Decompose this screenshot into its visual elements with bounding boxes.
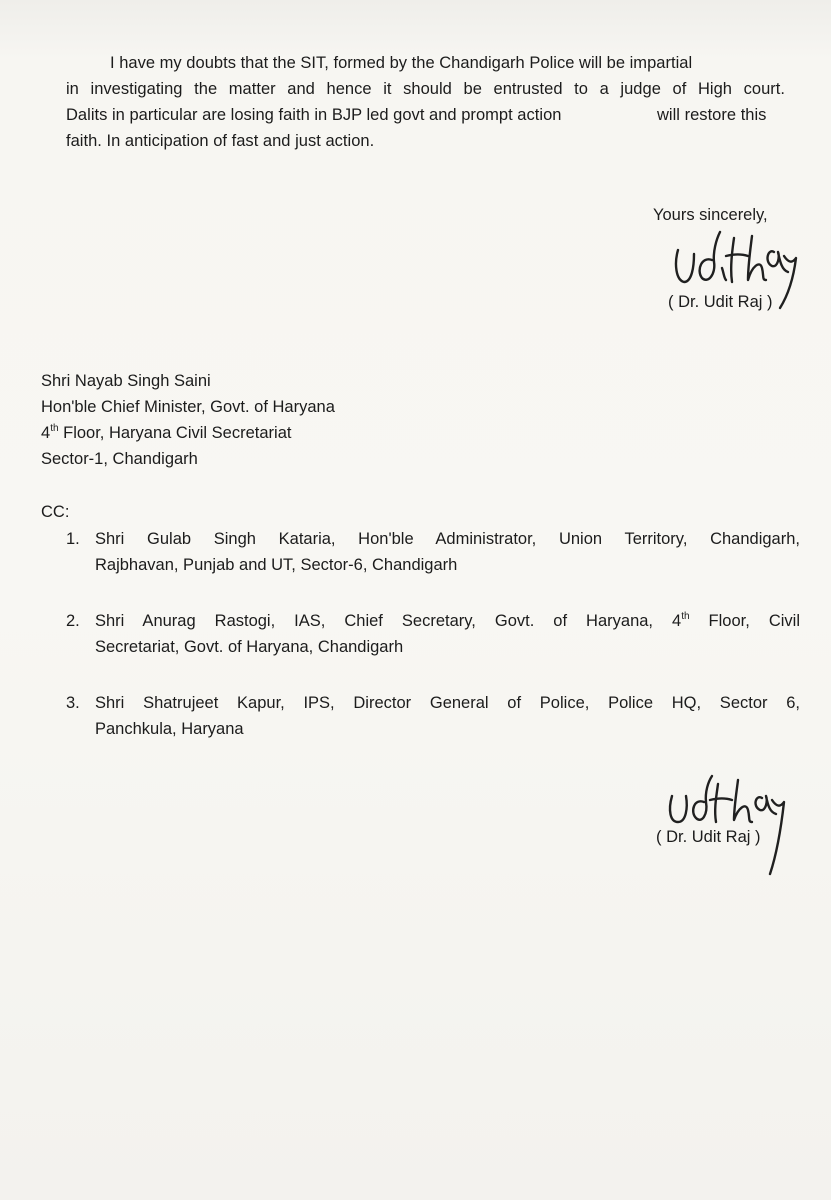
paragraph-line-3b: will restore this (657, 106, 767, 124)
signature-image-2 (662, 770, 792, 880)
paragraph-line-3a: Dalits in particular are losing faith in BJP led govt and prompt action (66, 106, 562, 124)
cc-item-line-1: Shri Gulab Singh Kataria, Hon'ble Administrator, Union Territory, Chandigarh, (95, 530, 800, 548)
salutation: Yours sincerely, (653, 206, 768, 224)
cc-item-line-2: Rajbhavan, Punjab and UT, Sector-6, Chandigarh (95, 556, 458, 574)
signatory-name-2: ( Dr. Udit Raj ) (656, 828, 761, 846)
floor-number: 4 (41, 424, 51, 442)
addressee-title: Hon'ble Chief Minister, Govt. of Haryana (41, 398, 335, 416)
cc-item-number: 2. (66, 612, 80, 630)
cc-item-line-1-suffix: th (681, 611, 690, 622)
cc-item-line-2: Panchkula, Haryana (95, 720, 244, 738)
floor-rest: Floor, Haryana Civil Secretariat (58, 424, 292, 442)
cc-item-line-1b: Floor, Civil (689, 612, 800, 630)
addressee-name: Shri Nayab Singh Saini (41, 372, 211, 390)
addressee-floor (41, 424, 291, 443)
addressee-city: Sector-1, Chandigarh (41, 450, 198, 468)
cc-item-number: 1. (66, 530, 80, 548)
signatory-name: ( Dr. Udit Raj ) (668, 293, 773, 311)
cc-item-line-2: Secretariat, Govt. of Haryana, Chandigarh (95, 638, 404, 656)
cc-item-line-1a: Shri Anurag Rastogi, IAS, Chief Secretary, Govt. of Haryana, 4 (95, 612, 682, 630)
cc-item-number: 3. (66, 694, 80, 712)
floor-suffix: th (50, 423, 59, 434)
cc-item-line-1 (95, 612, 800, 631)
cc-label: CC: (41, 503, 70, 521)
paragraph-line-4: faith. In anticipation of fast and just action. (66, 132, 375, 150)
paragraph-line-2: in investigating the matter and hence it should be entrusted to a judge of High court. (66, 80, 785, 98)
paragraph-line-1: I have my doubts that the SIT, formed by the Chandigarh Police will be impartial (110, 54, 693, 72)
cc-item-line-1: Shri Shatrujeet Kapur, IPS, Director General of Police, Police HQ, Sector 6, (95, 694, 800, 712)
